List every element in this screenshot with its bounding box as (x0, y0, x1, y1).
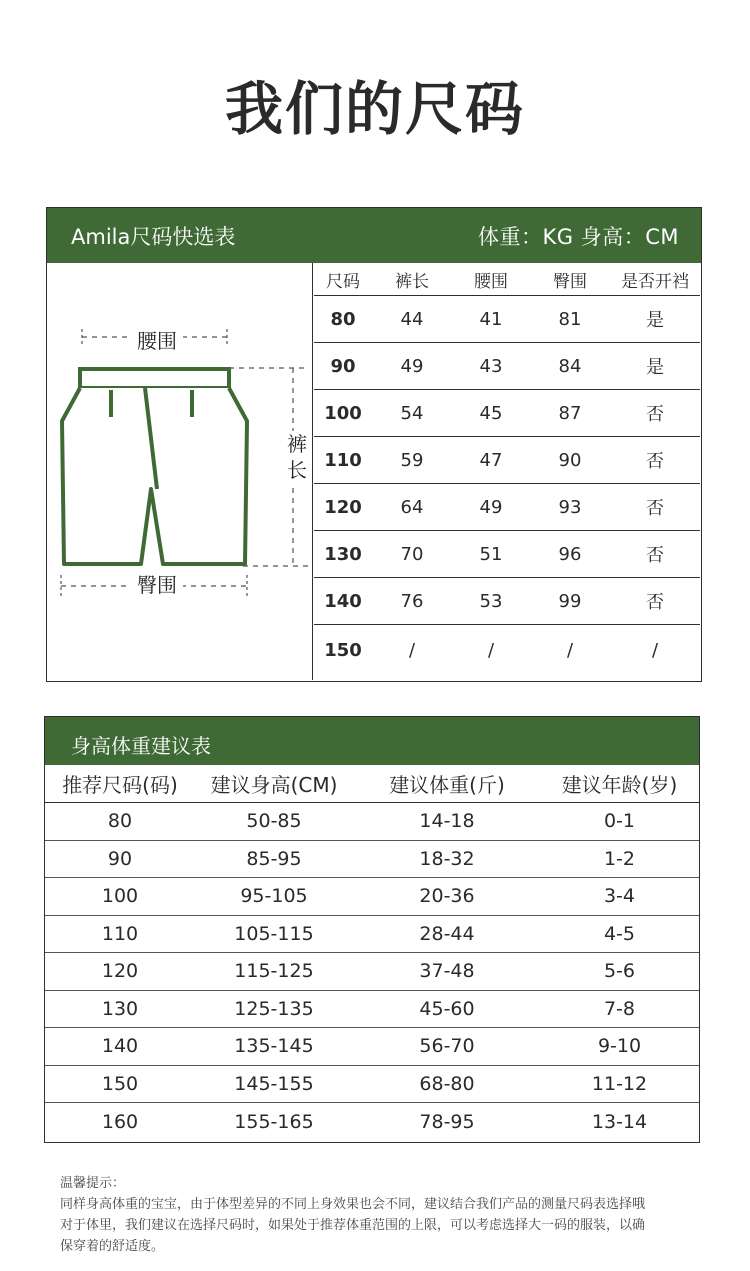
table-cell: 44 (400, 308, 424, 330)
table-row (314, 437, 700, 484)
table-row (45, 841, 699, 879)
col-header-length: 裤长 (395, 271, 429, 292)
hip-label: 臀围 (131, 569, 183, 598)
table-cell: 160 (101, 1110, 139, 1133)
table-cell: 51 (479, 543, 503, 565)
table-cell: 1-2 (603, 847, 636, 870)
table-cell: 否 (646, 404, 664, 425)
quick-size-table-header (47, 208, 701, 263)
tips-line: 对于体里，我们建议在选择尺码时，如果处于推荐体重范围的上限，可以考虑选择大一码的服装，以确 (60, 1218, 646, 1233)
col-header-age: 建议年龄(岁) (561, 773, 678, 797)
table-cell: 87 (558, 402, 582, 424)
table-cell: 否 (646, 592, 664, 613)
table-cell: 3-4 (603, 885, 636, 908)
table-row (314, 296, 700, 343)
table-cell: 80 (107, 810, 133, 833)
height-weight-table-title: 身高体重建议表 (45, 717, 699, 765)
table-cell: 78-95 (419, 1110, 475, 1133)
col-header-waist: 腰围 (474, 271, 508, 292)
table-cell: / (487, 639, 495, 661)
table-cell: 105-115 (234, 922, 314, 945)
table-cell: 否 (646, 498, 664, 519)
table-row (314, 484, 700, 531)
table-cell: 150 (324, 639, 362, 661)
table-cell: 54 (400, 402, 424, 424)
table-row (314, 578, 700, 625)
table-row (314, 625, 700, 675)
table-cell: 120 (101, 960, 139, 983)
length-label-char: 长 (287, 458, 307, 482)
table-row (45, 991, 699, 1029)
table-cell: 90 (107, 847, 133, 870)
table-cell: 76 (400, 590, 424, 612)
table-cell: 9-10 (597, 1035, 642, 1058)
table-cell: 是 (646, 310, 664, 331)
quick-size-table-units: 体重：KG 身高：CM (477, 224, 679, 249)
tips-section (60, 1173, 710, 1257)
table-row (45, 953, 699, 991)
col-header-weight: 建议体重(斤) (389, 773, 505, 797)
table-cell: 150 (101, 1072, 139, 1095)
table-cell: 155-165 (234, 1110, 314, 1133)
table-cell: 是 (646, 357, 664, 378)
table-cell: 45-60 (419, 997, 475, 1020)
table-cell: 37-48 (419, 960, 475, 983)
tips-heading: 温馨提示： (60, 1176, 126, 1191)
table-cell: 130 (101, 997, 139, 1020)
table-cell: / (651, 639, 659, 661)
table-cell: 125-135 (234, 997, 314, 1020)
col-header-size: 推荐尺码(码) (62, 773, 178, 797)
table-cell: 14-18 (419, 810, 475, 833)
table-cell: 11-12 (591, 1072, 648, 1095)
table-cell: 110 (324, 449, 362, 471)
table-cell: 45 (479, 402, 503, 424)
table-cell: 90 (330, 355, 356, 377)
table-row (314, 531, 700, 578)
table-cell: 100 (101, 885, 139, 908)
table-cell: 64 (400, 496, 424, 518)
table-cell: / (408, 639, 416, 661)
tips-line: 保穿着的舒适度。 (60, 1239, 165, 1254)
table-cell: 50-85 (246, 810, 302, 833)
length-label-char: 裤 (287, 432, 307, 456)
table-cell: 否 (646, 451, 664, 472)
table-cell: 5-6 (603, 960, 636, 983)
table-cell: 53 (479, 590, 503, 612)
table-cell: 90 (558, 449, 582, 471)
height-weight-table (44, 716, 700, 1143)
table-cell: 85-95 (246, 847, 302, 870)
table-cell: 145-155 (234, 1072, 314, 1095)
table-row (45, 1066, 699, 1104)
table-cell: 135-145 (234, 1035, 314, 1058)
table-cell: 41 (479, 308, 503, 330)
table-cell: 120 (324, 496, 362, 518)
table-row (45, 878, 699, 916)
table-cell: 68-80 (419, 1072, 475, 1095)
table-cell: 115-125 (234, 960, 314, 983)
table-cell: 7-8 (603, 997, 636, 1020)
table-cell: 18-32 (419, 847, 475, 870)
table-cell: 49 (400, 355, 424, 377)
table-cell: 43 (479, 355, 503, 377)
pants-measurement-diagram (47, 263, 313, 680)
height-weight-header-row (45, 765, 699, 803)
table-cell: 70 (400, 543, 424, 565)
table-row (45, 916, 699, 954)
quick-size-header-row (314, 263, 700, 296)
waist-label: 腰围 (131, 325, 183, 354)
table-cell: 49 (479, 496, 503, 518)
page-title: 我们的尺码 (224, 75, 525, 143)
table-cell: 110 (101, 922, 139, 945)
table-row (45, 803, 699, 841)
table-row (314, 390, 700, 437)
table-cell: 20-36 (419, 885, 475, 908)
table-cell: 80 (330, 308, 356, 330)
table-cell: 130 (324, 543, 362, 565)
table-cell: 56-70 (419, 1035, 475, 1058)
table-cell: 140 (101, 1035, 139, 1058)
table-cell: 28-44 (419, 922, 475, 945)
col-header-open-crotch: 是否开裆 (621, 271, 689, 292)
col-header-size: 尺码 (326, 271, 360, 292)
quick-size-table (46, 207, 702, 682)
table-cell: 0-1 (603, 810, 636, 833)
table-row (45, 1028, 699, 1066)
table-row (45, 1103, 699, 1141)
quick-size-grid (314, 263, 700, 680)
table-cell: / (566, 639, 574, 661)
col-header-height: 建议身高(CM) (210, 773, 338, 797)
table-cell: 81 (558, 308, 582, 330)
table-cell: 否 (646, 545, 664, 566)
table-cell: 100 (324, 402, 362, 424)
table-cell: 4-5 (603, 922, 636, 945)
table-cell: 13-14 (591, 1110, 648, 1133)
table-cell: 95-105 (240, 885, 308, 908)
table-cell: 140 (324, 590, 362, 612)
table-cell: 59 (400, 449, 424, 471)
table-cell: 84 (558, 355, 582, 377)
length-label (283, 431, 311, 483)
table-row (314, 343, 700, 390)
table-cell: 96 (558, 543, 582, 565)
quick-size-table-title: Amila尺码快选表 (71, 224, 236, 249)
col-header-hip: 臀围 (553, 271, 587, 292)
table-cell: 47 (479, 449, 503, 471)
tips-line: 同样身高体重的宝宝，由于体型差异的不同上身效果也会不同，建议结合我们产品的测量尺码表选择哦 (60, 1197, 646, 1212)
table-cell: 93 (558, 496, 582, 518)
table-cell: 99 (558, 590, 582, 612)
